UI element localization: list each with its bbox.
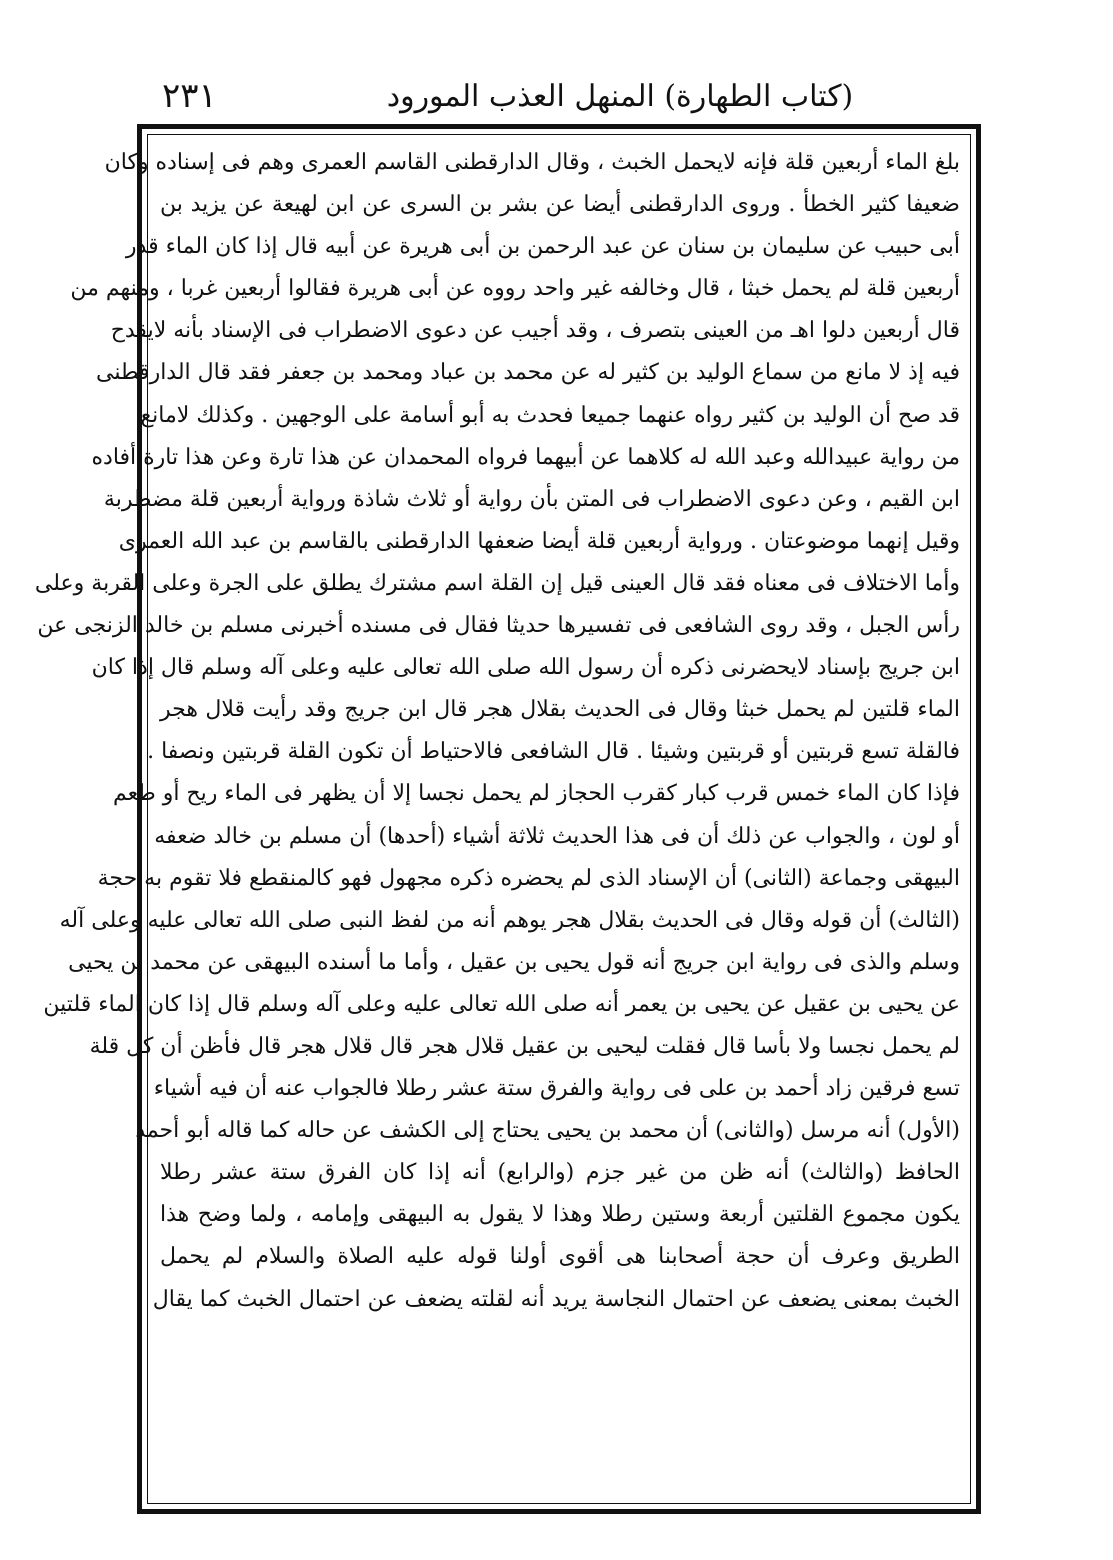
text-line: تسع فرقين زاد أحمد بن على فى رواية والفرق ستة عشر رطلا فالجواب عنه أن فيه أشياء — [153, 1076, 960, 1102]
text-line: وقيل إنهما موضوعتان . ورواية أربعين قلة أيضا ضعفها الدارقطنى بالقاسم بن عبد الله العمرى — [118, 528, 960, 554]
text-line: البيهقى وجماعة (الثانى) أن الإسناد الذى لم يحضره ذكره مجهول فهو كالمنقطع فلا تقوم به حجة — [97, 865, 960, 891]
text-line: من رواية عبيدالله وعبد الله له كلاهما عن أبيهما فرواه المحمدان عن هذا تارة وعن هذا تارة أفاده — [91, 444, 960, 470]
body-text — [34, 142, 960, 1442]
page-header — [140, 72, 980, 122]
text-line: وسلم والذى فى رواية ابن جريج أنه قول يحيى بن عقيل ، وأما ما أسنده البيهقى عن محمد بن يحيى — [68, 949, 960, 975]
text-line: ابن القيم ، وعن دعوى الاضطراب فى المتن بأن رواية أو ثلاث شاذة ورواية أربعين قلة مضطربة — [103, 486, 960, 512]
page-number: ٢٣١ — [162, 76, 217, 116]
text-line: ابن جريج بإسناد لايحضرنى ذكره أن رسول الله صلى الله تعالى عليه وعلى آله وسلم قال إذا كان — [91, 655, 960, 681]
text-line: قال أربعين دلوا اهـ من العينى بتصرف ، وقد أجيب عن دعوى الاضطراب فى الإسناد بأنه لايقدح — [110, 318, 960, 344]
text-line: الخبث بمعنى يضعف عن احتمال النجاسة يريد أنه لقلته يضعف عن احتمال الخبث كما يقال — [152, 1286, 960, 1312]
text-line: قد صح أن الوليد بن كثير رواه عنهما جميعا فحدث به أبو أسامة على الوجهين . وكذلك لامانع — [140, 402, 960, 428]
text-line: فالقلة تسع قربتين أو قربتين وشيئا . قال الشافعى فالاحتياط أن تكون القلة قربتين ونصفا . — [147, 739, 960, 765]
text-line: أبى حبيب عن سليمان بن سنان عن عبد الرحمن بن أبى هريرة عن أبيه قال إذا كان الماء قدر — [125, 234, 960, 260]
text-line: رأس الجبل ، وقد روى الشافعى فى تفسيرها حديثا فقال فى مسنده أخبرنى مسلم بن خالد الزنجى عن — [37, 613, 960, 639]
text-line: (الثالث) أن قوله وقال فى الحديث بقلال هجر يوهم أنه من لفظ النبى صلى الله تعالى عليه وعلى آله — [59, 907, 960, 933]
text-line: بلغ الماء أربعين قلة فإنه لايحمل الخبث ، وقال الدارقطنى القاسم العمرى وهم فى إسناده وكان — [104, 150, 960, 175]
text-line: أو لون ، والجواب عن ذلك أن فى هذا الحديث ثلاثة أشياء (أحدها) أن مسلم بن خالد ضعفه — [154, 823, 960, 849]
text-line: عن يحيى بن عقيل عن يحيى بن يعمر أنه صلى الله تعالى عليه وعلى آله وسلم قال إذا كان الماء قلتين — [43, 991, 960, 1017]
text-line: ضعيفا كثير الخطأ . وروى الدارقطنى أيضا عن بشر بن السرى عن ابن لهيعة عن يزيد بن — [160, 192, 960, 218]
running-title: (كتاب الطهارة) المنهل العذب المورود — [386, 79, 854, 114]
text-line: (الأول) أنه مرسل (والثانى) أن محمد بن يحيى يحتاج إلى الكشف عن حاله كما قاله أبو أحمد — [135, 1118, 960, 1144]
text-line: يكون مجموع القلتين أربعة وستين رطلا وهذا لا يقول به البيهقى وإمامه ، ولما وضح هذا — [160, 1202, 960, 1228]
text-line: لم يحمل نجسا ولا بأسا قال فقلت ليحيى بن عقيل قلال هجر قال قلال هجر قال فأظن أن كل قلة — [89, 1033, 960, 1059]
text-line: وأما الاختلاف فى معناه فقد قال العينى قيل إن القلة اسم مشترك يطلق على الجرة وعلى القربة وعلى — [34, 570, 960, 596]
text-line: الماء قلتين لم يحمل خبثا وقال فى الحديث بقلال هجر قال ابن جريج وقد رأيت قلال هجر — [160, 697, 960, 723]
text-line: فإذا كان الماء خمس قرب كبار كقرب الحجاز لم يحمل نجسا إلا أن يظهر فى الماء ريح أو طعم — [112, 781, 960, 807]
text-line: الحافظ (والثالث) أنه ظن من غير جزم (والرابع) أنه إذا كان الفرق ستة عشر رطلا — [160, 1160, 960, 1186]
text-line: أربعين قلة لم يحمل خبثا ، قال وخالفه غير واحد رووه عن أبى هريرة فقالوا أربعين غربا ، ومنهم من — [70, 276, 960, 302]
text-line: فيه إذ لا مانع من سماع الوليد بن كثير له عن محمد بن عباد ومحمد بن جعفر فقد قال الدارقطنى — [96, 360, 960, 386]
text-line: الطريق وعرف أن حجة أصحابنا هى أقوى أولنا قوله عليه الصلاة والسلام لم يحمل — [160, 1244, 960, 1270]
